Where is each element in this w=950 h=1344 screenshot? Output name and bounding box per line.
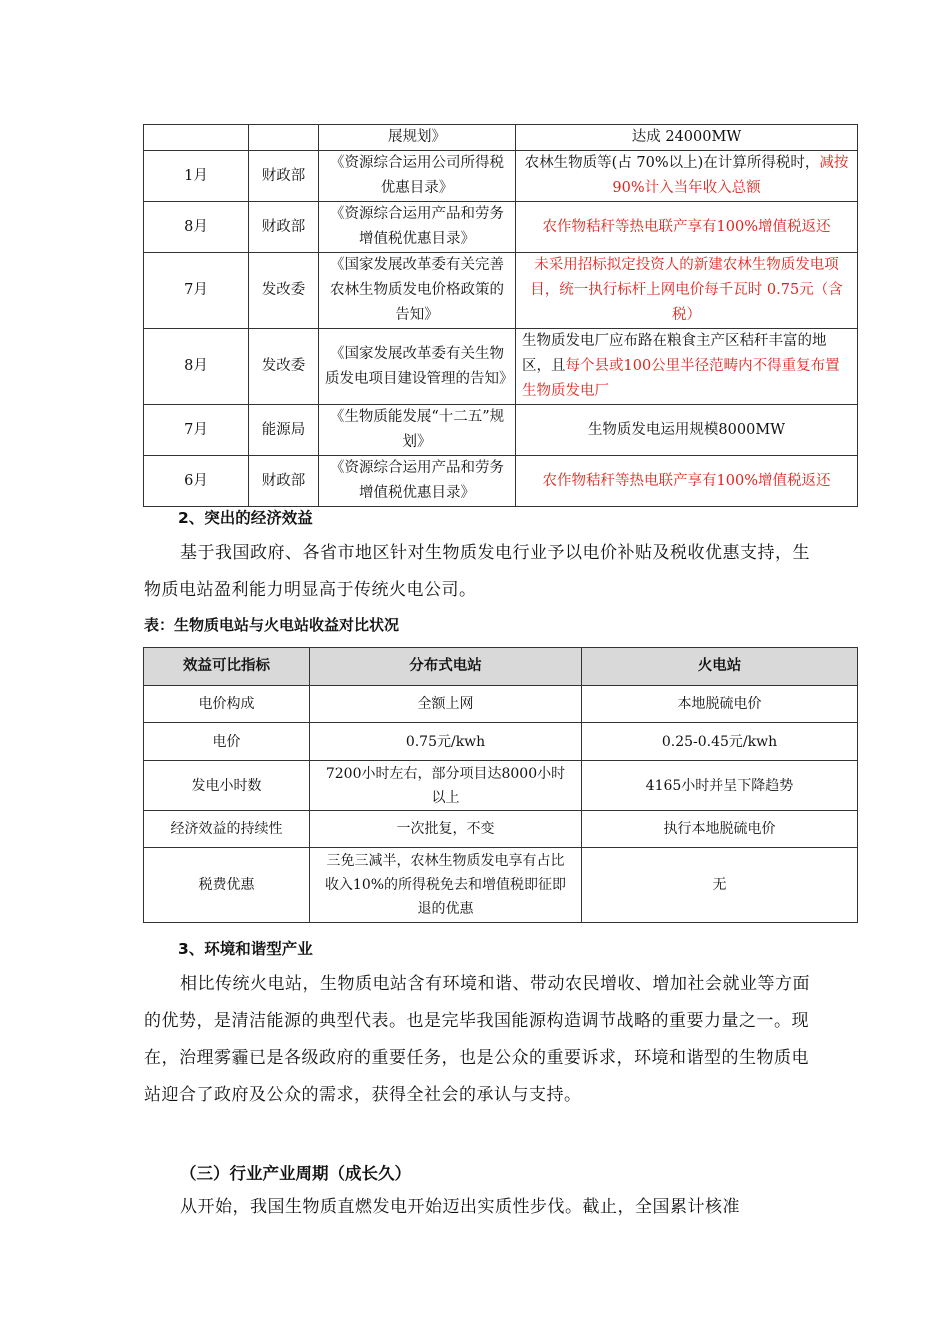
table-cell: 本地脱硫电价 — [582, 686, 858, 723]
table-row — [144, 723, 858, 761]
content-text: 生物质发电运用规模8000MW — [587, 421, 786, 438]
section-2-heading: 2、突出的经济效益 — [178, 509, 313, 527]
department-cell: 发改委 — [249, 253, 319, 329]
month-cell: 6月 — [144, 456, 249, 507]
content-cell — [516, 125, 858, 151]
highlighted-content-text: 农作物秸秆等热电联产享有100%增值税返还 — [542, 218, 831, 235]
month-cell: 8月 — [144, 329, 249, 405]
document-cell: 展规划》 — [319, 125, 516, 151]
compare-header-cell: 效益可比指标 — [144, 648, 310, 686]
table-row — [144, 253, 858, 329]
department-cell — [249, 125, 319, 151]
section-3-heading: 3、环境和谐型产业 — [178, 940, 313, 958]
table-row — [144, 151, 858, 202]
month-cell: 8月 — [144, 202, 249, 253]
document-cell: 《国家发展改革委有关生物质发电项目建设管理的告知》 — [319, 329, 516, 405]
table-cell: 电价构成 — [144, 686, 310, 723]
department-cell: 财政部 — [249, 151, 319, 202]
highlighted-content-text: 农作物秸秆等热电联产享有100%增值税返还 — [542, 472, 831, 489]
table-cell: 全额上网 — [310, 686, 582, 723]
table-cell: 税费优惠 — [144, 848, 310, 923]
department-cell: 财政部 — [249, 202, 319, 253]
section-3-paragraph: 相比传统火电站，生物质电站含有环境和谐、带动农民增收、增加社会就业等方面的优势，是清洁能源的典型代表。也是完毕我国能源构造调节战略的重要力量之一。现在，治理雾霾已是各级政府的重要任务，也是公众的重要诉求，环境和谐型的生物质电站迎合了政府及公众的需求，获得全社会的承认与支持。 — [144, 974, 810, 1105]
department-cell: 能源局 — [249, 405, 319, 456]
document-cell: 《资源综合运用产品和劳务增值税优惠目录》 — [319, 456, 516, 507]
content-cell — [516, 253, 858, 329]
table-row — [144, 202, 858, 253]
highlighted-content-text: 未采用招标拟定投资人的新建农林生物质发电项目，统一执行标杆上网电价每千瓦时 0.75元（含税） — [530, 257, 843, 323]
document-cell: 《国家发展改革委有关完善农林生物质发电价格政策的告知》 — [319, 253, 516, 329]
table-cell: 一次批复，不变 — [310, 811, 582, 848]
table-row — [144, 329, 858, 405]
policy-table — [143, 124, 858, 507]
content-text: 农林生物质等(占 70%以上)在计算所得税时， — [524, 155, 820, 171]
highlighted-content-text: 每个县或100公里半径范畴内不得重复布置生物质发电厂 — [522, 358, 840, 399]
industry-cycle-paragraph: 从开始，我国生物质直燃发电开始迈出实质性步伐。截止，全国累计核准 — [180, 1197, 740, 1217]
content-cell — [516, 405, 858, 456]
table-cell: 7200小时左右，部分项目达8000小时以上 — [310, 761, 582, 811]
month-cell: 7月 — [144, 405, 249, 456]
document-cell: 《资源综合运用产品和劳务增值税优惠目录》 — [319, 202, 516, 253]
content-cell — [516, 202, 858, 253]
table-row — [144, 405, 858, 456]
table-row — [144, 125, 858, 151]
content-cell — [516, 151, 858, 202]
table-row — [144, 811, 858, 848]
month-cell: 7月 — [144, 253, 249, 329]
department-cell: 财政部 — [249, 456, 319, 507]
table-cell: 电价 — [144, 723, 310, 761]
department-cell: 发改委 — [249, 329, 319, 405]
month-cell — [144, 125, 249, 151]
table-cell: 三免三减半，农林生物质发电享有占比收入10%的所得税免去和增值税即征即退的优惠 — [310, 848, 582, 923]
content-text: 生物质发电厂应布路在粮食主产区秸秆丰富的地区，且 — [522, 333, 827, 374]
table-cell: 0.25-0.45元/kwh — [582, 723, 858, 761]
table-row — [144, 761, 858, 811]
content-text: 达成 24000MW — [631, 129, 742, 145]
table-row — [144, 848, 858, 923]
compare-table — [143, 647, 858, 923]
compare-header-cell: 火电站 — [582, 648, 858, 686]
industry-cycle-heading: （三）行业产业周期（成长久） — [180, 1164, 411, 1183]
compare-header-row — [144, 648, 858, 686]
table-cell: 执行本地脱硫电价 — [582, 811, 858, 848]
compare-table-caption: 表：生物质电站与火电站收益对比状况 — [144, 616, 400, 634]
content-cell — [516, 456, 858, 507]
table-cell: 无 — [582, 848, 858, 923]
table-cell: 4165小时并呈下降趋势 — [582, 761, 858, 811]
highlighted-content-text: 减按90%计入当年收入总额 — [612, 155, 849, 196]
month-cell: 1月 — [144, 151, 249, 202]
table-cell: 发电小时数 — [144, 761, 310, 811]
document-cell: 《资源综合运用公司所得税优惠目录》 — [319, 151, 516, 202]
compare-header-cell: 分布式电站 — [310, 648, 582, 686]
table-cell: 0.75元/kwh — [310, 723, 582, 761]
table-row — [144, 686, 858, 723]
document-cell: 《生物质能发展“十二五”规划》 — [319, 405, 516, 456]
section-2-paragraph: 基于我国政府、各省市地区针对生物质发电行业予以电价补贴及税收优惠支持，生物质电站盈利能力明显高于传统火电公司。 — [144, 543, 810, 600]
table-cell: 经济效益的持续性 — [144, 811, 310, 848]
content-cell — [516, 329, 858, 405]
table-row — [144, 456, 858, 507]
